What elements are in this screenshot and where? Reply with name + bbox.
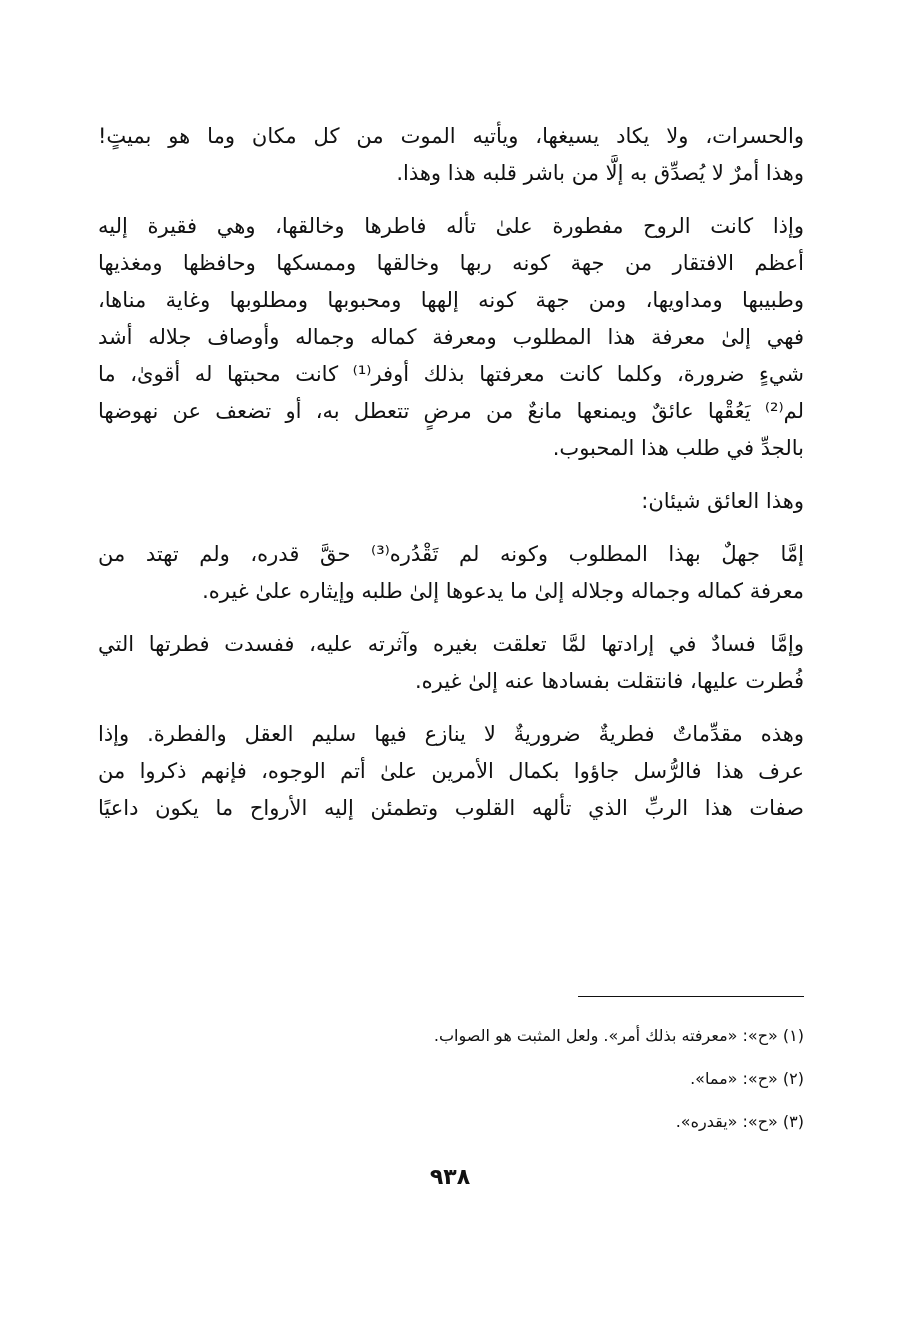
text-line: وهذه مقدِّماتٌ فطريةٌ ضروريةٌ لا ينازع فيها سليم العقل والفطرة. وإذا xyxy=(98,722,804,746)
text-line: وهذا العائق شيئان: xyxy=(641,489,804,513)
text-line: عرف هذا فالرُّسل جاؤوا بكمال الأمرين علىٰ أتم الوجوه، فإنهم ذكروا من xyxy=(98,759,804,783)
paragraph-4 xyxy=(98,536,804,610)
text-line: صفات هذا الربِّ الذي تألهه القلوب وتطمئن إليه الأرواح ما يكون داعيًا xyxy=(98,796,804,820)
text-line: لم⁽²⁾ يَعُقْها عائقٌ ويمنعها مانعٌ من مرضٍ تتعطل به، أو تضعف عن نهوضها xyxy=(98,399,804,423)
text-line: أعظم الافتقار من جهة كونه ربها وخالقها وممسكها وحافظها ومغذيها xyxy=(98,251,804,275)
paragraph-2 xyxy=(98,208,804,467)
footnote-3: (٣) «ح»: «يقدره». xyxy=(675,1112,804,1131)
text-line: وإذا كانت الروح مفطورة علىٰ تأله فاطرها وخالقها، وهي فقيرة إليه xyxy=(98,214,804,238)
text-line: بالجدِّ في طلب هذا المحبوب. xyxy=(552,436,804,460)
page-body xyxy=(98,118,804,843)
page-number: ٩٣٨ xyxy=(429,1165,471,1190)
text-line: وطبيبها ومداويها، ومن جهة كونه إلهها ومحبوبها ومطلوبها وغاية مناها، xyxy=(98,288,804,312)
text-line: فُطرت عليها، فانتقلت بفسادها عنه إلىٰ غيره. xyxy=(414,669,804,693)
text-line: إمَّا جهلٌ بهذا المطلوب وكونه لم تَقْدُره⁽³⁾ حقَّ قدره، ولم تهتد من xyxy=(98,542,804,566)
paragraph-1 xyxy=(98,118,804,192)
paragraph-6 xyxy=(98,716,804,827)
footnote-separator xyxy=(578,996,804,997)
text-line: فهي إلىٰ معرفة هذا المطلوب ومعرفة كماله وجماله وأوصاف جلاله أشد xyxy=(98,325,804,349)
footnotes xyxy=(98,1024,804,1153)
text-line: وإمَّا فسادٌ في إرادتها لمَّا تعلقت بغيره وآثرته عليه، ففسدت فطرتها التي xyxy=(98,632,804,656)
paragraph-3 xyxy=(98,483,804,520)
text-line: وهذا أمرٌ لا يُصدِّق به إلَّا من باشر قلبه هذا وهذا. xyxy=(396,161,804,185)
text-line: شيءٍ ضرورة، وكلما كانت معرفتها بذلك أوفر⁽¹⁾ كانت محبتها له أقوىٰ، ما xyxy=(98,362,804,386)
footnote-2: (٢) «ح»: «مما». xyxy=(690,1069,804,1088)
text-line: والحسرات، ولا يكاد يسيغها، ويأتيه الموت من كل مكان وما هو بميتٍ! xyxy=(98,124,804,148)
text-line: معرفة كماله وجماله وجلاله إلىٰ ما يدعوها إلىٰ طلبه وإيثاره علىٰ غيره. xyxy=(202,579,804,603)
footnote-1: (١) «ح»: «معرفته بذلك أمر». ولعل المثبت هو الصواب. xyxy=(433,1026,804,1045)
paragraph-5 xyxy=(98,626,804,700)
